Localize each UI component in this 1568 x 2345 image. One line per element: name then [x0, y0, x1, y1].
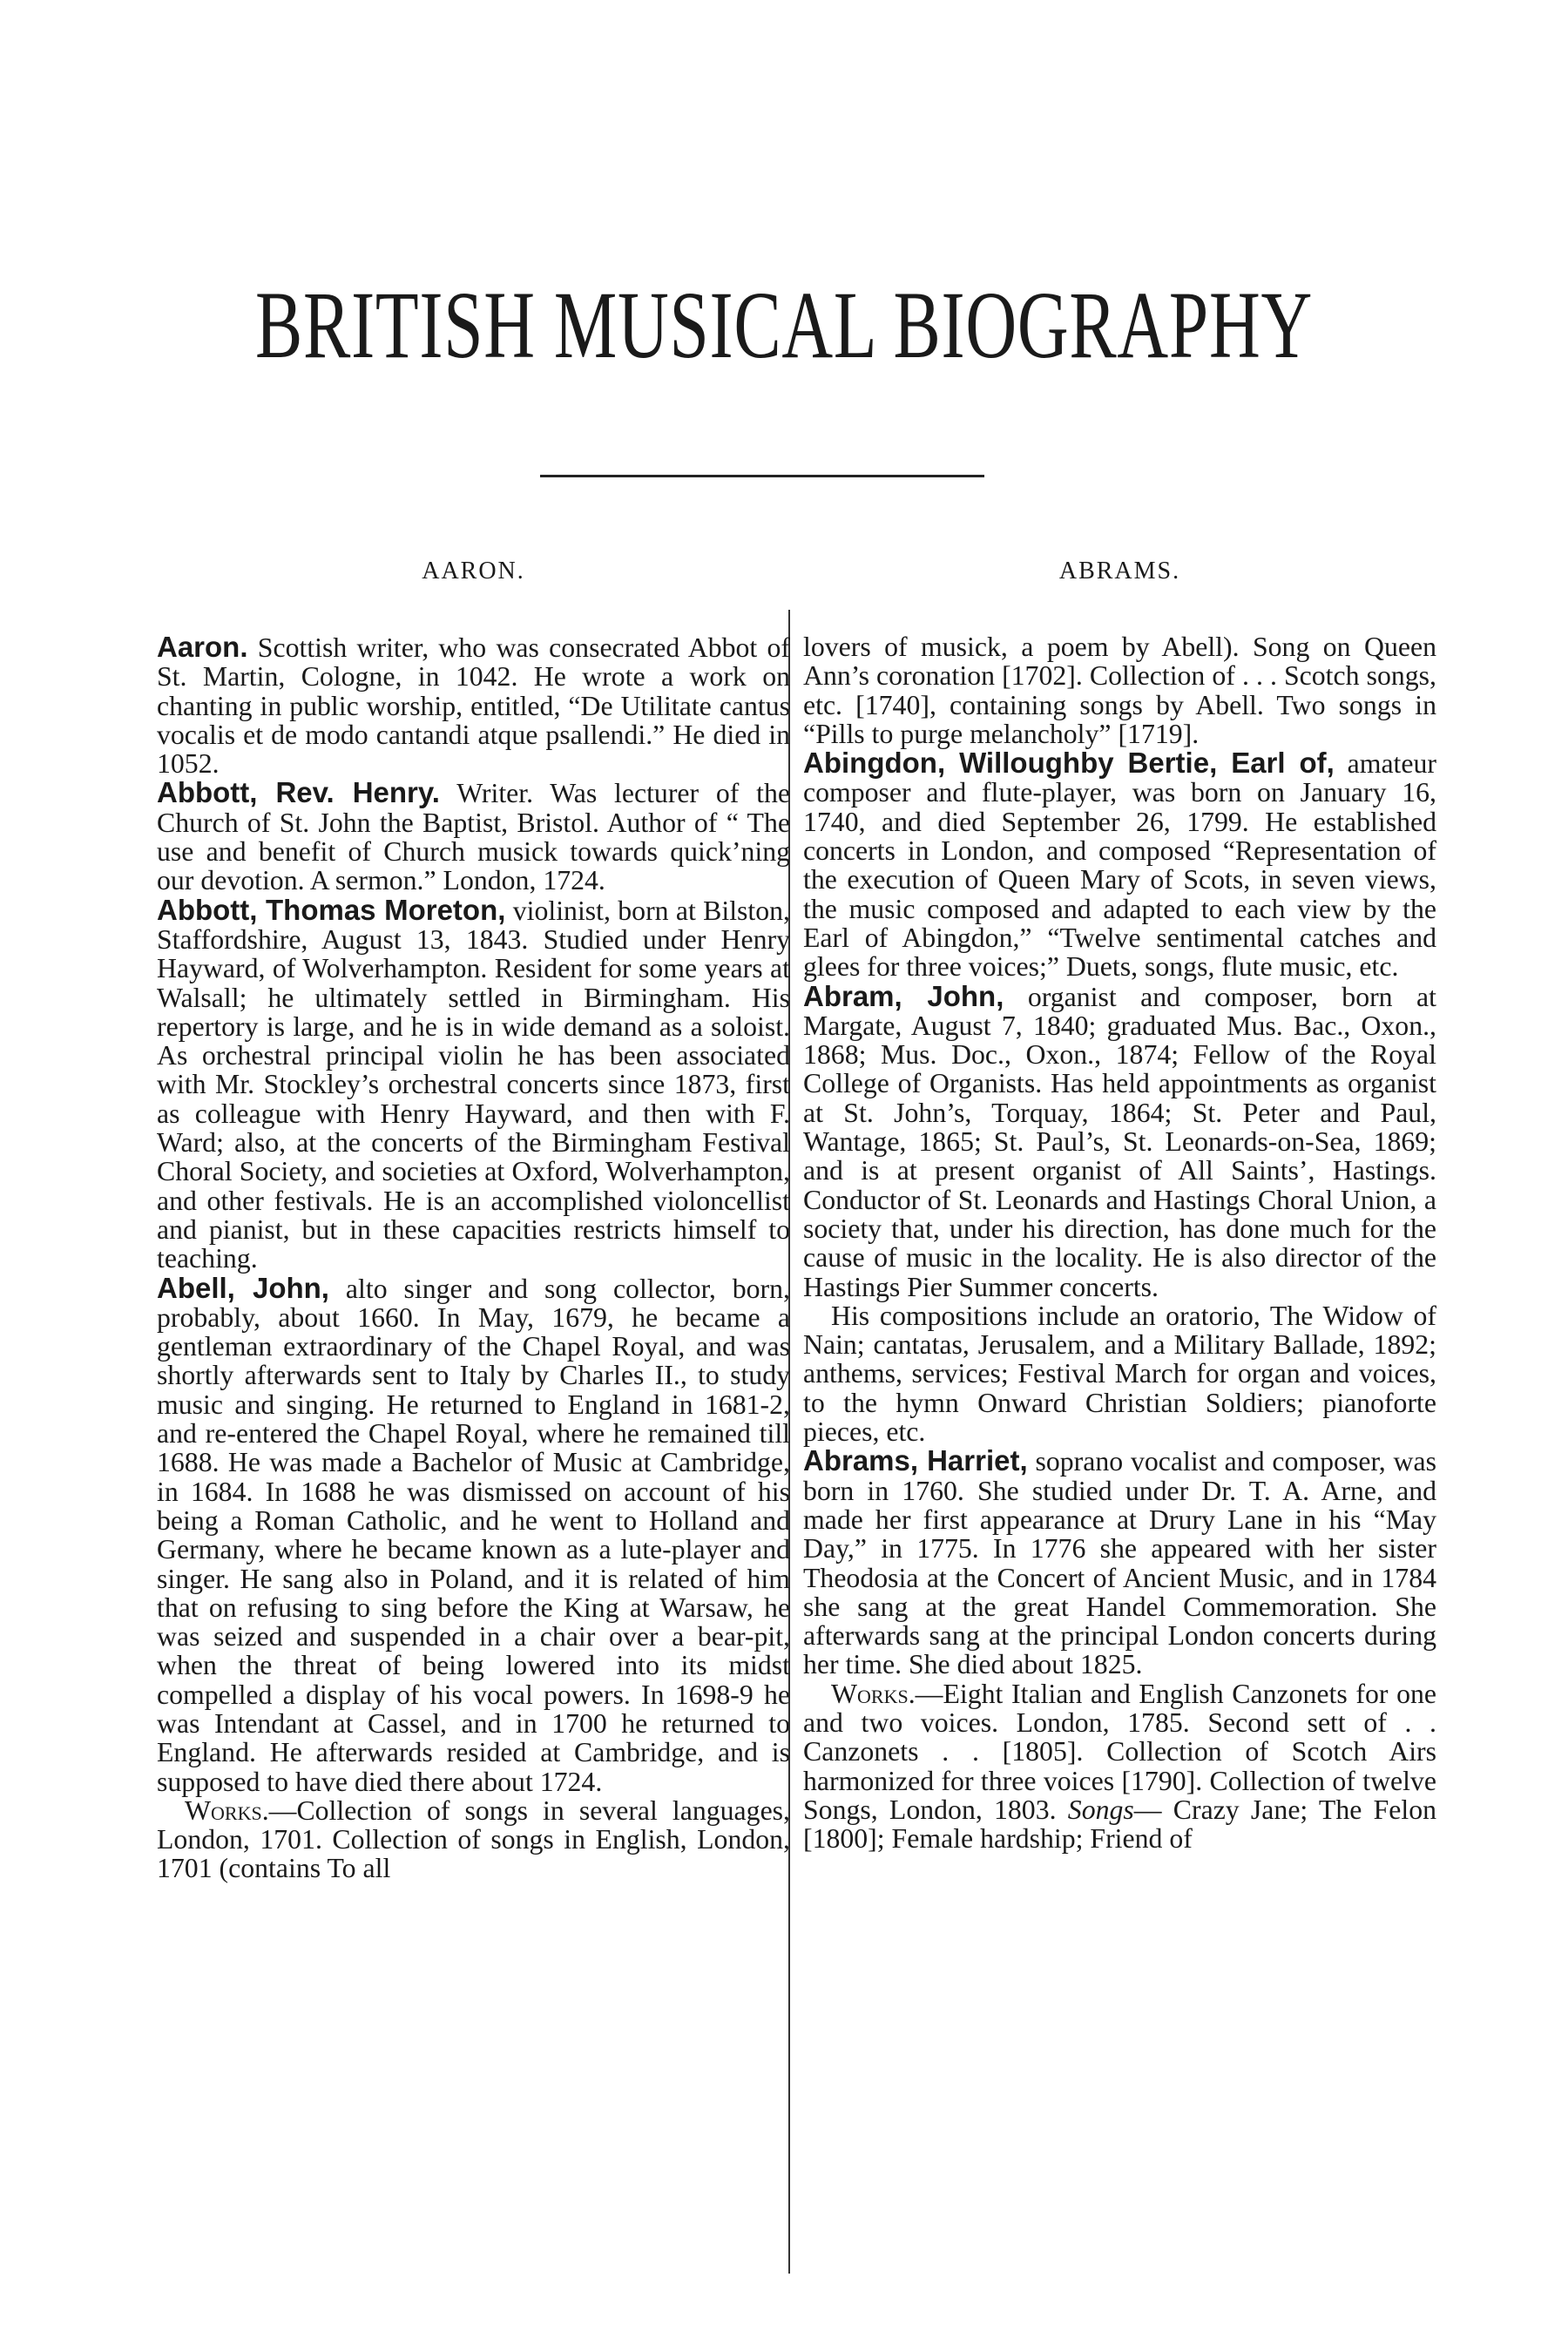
entry-abram	[803, 979, 1436, 1302]
right-column	[803, 558, 1436, 1853]
entry-text: Writer. Was lecturer of the Church of St. John the Baptist, Bristol. Author of “ The use and benefit of Church musick towards quick’ning our devotion. A sermon.” London, 1724.	[157, 778, 790, 896]
entry-abell-works	[157, 1796, 790, 1883]
entry-name: Abingdon, Willoughby Bertie, Earl of,	[803, 747, 1335, 780]
right-column-text	[803, 632, 1436, 1853]
entry-name: Abbott, Rev. Henry.	[157, 776, 440, 809]
entry-abbott-thomas	[157, 895, 790, 1274]
entry-abbott-henry	[157, 778, 790, 895]
entry-text: lovers of musick, a poem by Abell). Song on Queen Ann’s coronation [1702]. Collection of . . . Scotch songs, etc. [1740], containing songs by Abell. Two songs in “Pills to purge melancholy” [1719].	[803, 632, 1436, 749]
left-running-head: AARON.	[422, 558, 525, 585]
works-text: —Eight Italian and English Canzonets for one and two voices. London, 1785. Second sett of . . Canzonets . . [1805]. Collection of Scotch Airs harmonized for three voices [1790]. Collection of twelve Songs, London, 1803.	[803, 1678, 1436, 1825]
entry-text: violinist, born at Bilston, Staffordshire, August 13, 1843. Studied under Henry Hayward, of Wolverhampton. Resident for some years at Walsall; he ultimately settled in Birmingham. His repertory is large, and he is in wide demand as a soloist. As orchestral principal violin he has been associated with Mr. Stockley’s orchestral concerts since 1873, first as colleague with Henry Hayward, and then with F. Ward; also, at the concerts of the Birmingham Festival Choral Society, and societies at Oxford, Wolverhampton, and other festivals. He is an accomplished violoncellist and pianist, but in these capacities restricts himself to teaching.	[157, 895, 790, 1274]
works-label: Works.	[185, 1794, 269, 1826]
entry-abrams-works	[803, 1679, 1436, 1854]
entry-text: Scottish writer, who was consecrated Abbot of St. Martin, Cologne, in 1042. He wrote a work on chanting in public worship, entitled, “De Utilitate cantus vocalis et de modo cantandi atque psallendi.” He died in 1052.	[157, 632, 790, 780]
entry-abrams	[803, 1446, 1436, 1679]
entry-text: alto singer and song collector, born, probably, about 1660. In May, 1679, he became a gentleman extraordinary of the Chapel Royal, and was shortly afterwards sent to Italy by Charles II., to study music and singing. He returned to England in 1681-2, and re-entered the Chapel Royal, where he remained till 1688. He was made a Bachelor of Music at Cambridge, in 1684. In 1688 he was dismissed on account of his being a Roman Catholic, and he went to Holland and Germany, where he became known as a lute-player and singer. He sang also in Poland, and it is related of him that on refusing to sing before the King at Warsaw, he was seized and suspended in a chair over a bear-pit, when the threat of being lowered into its midst compelled a display of his vocal powers. In 1698-9 he was Intendant at Cassel, and in 1700 he returned to England. He afterwards resided at Cambridge, and is supposed to have died there about 1724.	[157, 1273, 790, 1797]
songs-text: — Crazy Jane; The Felon [1800]; Female hardship; Friend of	[803, 1794, 1436, 1855]
left-column-text	[157, 632, 790, 1883]
entry-abell-continued	[803, 632, 1436, 748]
left-column	[157, 558, 790, 1883]
title-rule	[540, 475, 984, 477]
works-label: Works.	[831, 1678, 916, 1709]
entry-name: Abrams, Harriet,	[803, 1444, 1028, 1477]
entry-name: Abbott, Thomas Moreton,	[157, 893, 506, 926]
entry-text: amateur composer and flute-player, was born on January 16, 1740, and died September 26, 1799. He established concerts in London, and composed “Representation of the execution of Queen Mary of Scots, in seven views, the music composed and adapted to each view by the Earl of Abingdon,” “Twelve sentimental catches and glees for three voices;” Duets, songs, flute music, etc.	[803, 748, 1436, 983]
entry-aaron	[157, 632, 790, 778]
entry-abell	[157, 1271, 790, 1797]
entry-name: Abram, John,	[803, 979, 1004, 1012]
entry-name: Aaron.	[157, 631, 248, 663]
entry-name: Abell, John,	[157, 1271, 329, 1304]
right-running-head: ABRAMS.	[1058, 558, 1181, 585]
entry-text: soprano vocalist and composer, was born in 1760. She studied under Dr. T. A. Arne, and made her first appearance at Drury Lane in his “May Day,” in 1775. In 1776 she appeared with her sister Theodosia at the Concert of Ancient Music, and in 1784 she sang at the great Handel Commemoration. She afterwards sang at the principal London concerts during her time. She died about 1825.	[803, 1446, 1436, 1680]
works-text: —Collection of songs in several languages, London, 1701. Collection of songs in English, London, 1701 (contains To all	[157, 1794, 790, 1884]
page-title: BRITISH MUSICAL BIOGRAPHY	[255, 272, 1313, 378]
songs-label: Songs	[1067, 1794, 1134, 1825]
entry-abram-compositions	[803, 1301, 1436, 1446]
entry-text: organist and composer, born at Margate, August 7, 1840; graduated Mus. Bac., Oxon., 1868; Mus. Doc., Oxon., 1874; Fellow of the Royal College of Organists. Has held appointments as organist at St. John’s, Torquay, 1864; St. Peter and Paul, Wantage, 1865; St. Paul’s, St. Leonards-on-Sea, 1869; and is at present organist of All Saints’, Hastings. Conductor of St. Leonards and Hastings Choral Union, a society that, under his direction, has done much for the cause of music in the locality. He is also director of the Hastings Pier Summer concerts.	[803, 981, 1436, 1302]
entry-text: His compositions include an oratorio, The Widow of Nain; cantatas, Jerusalem, and a Military Ballade, 1892; anthems, services; Festival March for organ and voices, to the hymn Onward Christian Soldiers; pianoforte pieces, etc.	[803, 1300, 1436, 1448]
entry-abingdon	[803, 748, 1436, 981]
